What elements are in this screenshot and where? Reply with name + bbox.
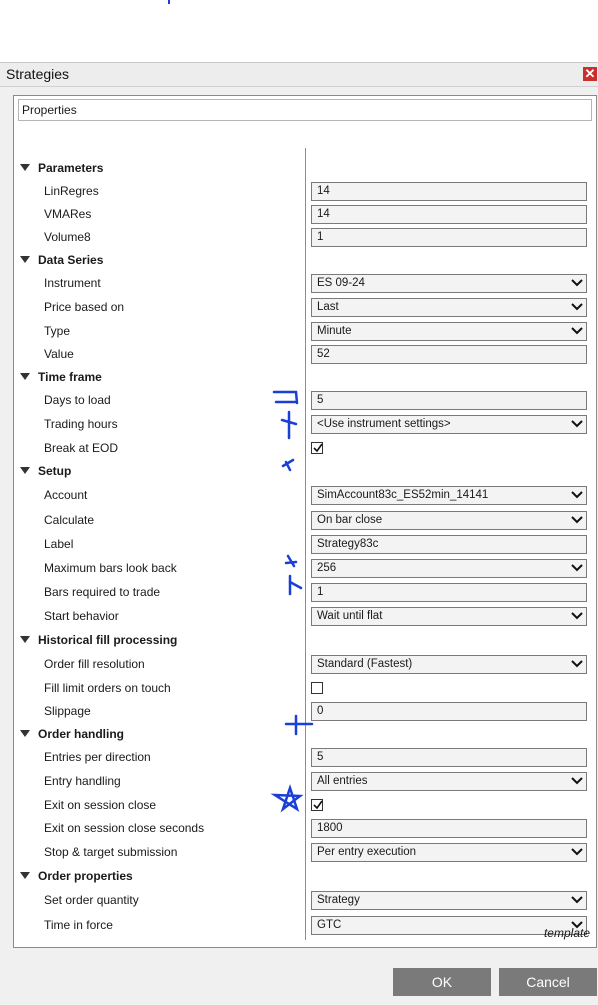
property-label: Exit on session close (44, 798, 157, 812)
pen-dot-mark (168, 0, 170, 4)
properties-header (18, 99, 592, 121)
property-row-slippage (14, 700, 594, 724)
ok-button[interactable]: OK (393, 968, 491, 996)
property-label: Fill limit orders on touch (44, 681, 171, 695)
property-label: Break at EOD (44, 441, 119, 455)
property-row-volume8 (14, 226, 594, 250)
exit-on-session-close-checkbox[interactable] (311, 799, 323, 811)
property-label: Calculate (44, 513, 95, 527)
collapse-icon[interactable] (20, 636, 30, 643)
start-behavior-select[interactable] (311, 607, 587, 626)
property-label: VMARes (44, 207, 92, 221)
property-label: Type (44, 324, 71, 338)
title-bar (0, 63, 598, 87)
property-label: Set order quantity (44, 893, 139, 907)
property-row-days-to-load (14, 389, 594, 413)
fill-limit-orders-checkbox[interactable] (311, 682, 323, 694)
calculate-select[interactable] (311, 511, 587, 530)
property-label: Start behavior (44, 609, 119, 623)
property-row-vmares (14, 203, 594, 227)
category-historical-fill[interactable] (14, 631, 584, 651)
category-time-frame[interactable] (14, 368, 584, 388)
checkmark-icon (313, 443, 323, 453)
category-label: Historical fill processing (38, 633, 178, 647)
chevron-down-icon (571, 561, 583, 575)
property-label: Entries per direction (44, 750, 151, 764)
property-row-bars-required (14, 581, 594, 605)
properties-header-label: Properties (22, 103, 77, 117)
property-label: LinRegres (44, 184, 99, 198)
collapse-icon[interactable] (20, 373, 30, 380)
property-row-instrument (14, 272, 594, 296)
cancel-button[interactable]: Cancel (499, 968, 597, 996)
property-row-trading-hours (14, 413, 594, 437)
property-label: Time in force (44, 918, 113, 932)
collapse-icon[interactable] (20, 730, 30, 737)
strategies-window (0, 62, 598, 1005)
chevron-down-icon (571, 657, 583, 671)
category-label: Data Series (38, 253, 104, 267)
property-label: Entry handling (44, 774, 121, 788)
stop-target-submission-select[interactable] (311, 843, 587, 862)
collapse-icon[interactable] (20, 872, 30, 879)
property-label: Exit on session close seconds (44, 821, 205, 835)
price-based-on-select[interactable] (311, 298, 587, 317)
properties-panel (13, 95, 597, 948)
property-row-set-order-quantity (14, 889, 594, 913)
category-setup[interactable] (14, 462, 584, 482)
property-row-break-at-eod (14, 437, 594, 461)
property-row-type (14, 320, 594, 344)
property-row-order-fill-resolution (14, 653, 594, 677)
chevron-down-icon (571, 276, 583, 290)
days-to-load-input[interactable]: 5 (311, 391, 587, 410)
property-label: Account (44, 488, 88, 502)
property-row-price-based-on (14, 296, 594, 320)
property-label: Value (44, 347, 74, 361)
property-row-account (14, 484, 594, 508)
select-value: <Use instrument settings> (317, 418, 451, 430)
property-label: Stop & target submission (44, 845, 178, 859)
linregres-input[interactable]: 14 (311, 182, 587, 201)
slippage-input[interactable]: 0 (311, 702, 587, 721)
close-icon[interactable]: ✕ (584, 66, 596, 81)
type-select[interactable] (311, 322, 587, 341)
select-value: SimAccount83c_ES52min_14141 (317, 489, 489, 501)
chevron-down-icon (571, 300, 583, 314)
label-input[interactable]: Strategy83c (311, 535, 587, 554)
break-at-eod-checkbox[interactable] (311, 442, 323, 454)
category-order-handling[interactable] (14, 725, 584, 745)
max-bars-look-back-select[interactable] (311, 559, 587, 578)
property-label: Volume8 (44, 230, 91, 244)
property-label: Slippage (44, 704, 91, 718)
instrument-select[interactable] (311, 274, 587, 293)
collapse-icon[interactable] (20, 467, 30, 474)
exit-seconds-input[interactable]: 1800 (311, 819, 587, 838)
template-link[interactable]: template (543, 926, 590, 940)
property-row-linregres (14, 180, 594, 204)
property-row-time-in-force (14, 914, 594, 938)
category-label: Time frame (38, 370, 102, 384)
chevron-down-icon (571, 774, 583, 788)
checkmark-icon (313, 800, 323, 810)
select-value: On bar close (317, 514, 383, 526)
select-value: ES 09-24 (317, 277, 365, 289)
collapse-icon[interactable] (20, 164, 30, 171)
property-label: Instrument (44, 276, 101, 290)
property-label: Maximum bars look back (44, 561, 177, 575)
chevron-down-icon (571, 609, 583, 623)
property-label: Price based on (44, 300, 125, 314)
property-row-stop-target-submission (14, 841, 594, 865)
property-row-exit-seconds (14, 817, 594, 841)
property-row-entry-handling (14, 770, 594, 794)
select-value: All entries (317, 775, 368, 787)
vmares-input[interactable]: 14 (311, 205, 587, 224)
property-row-value (14, 343, 594, 367)
volume8-input[interactable]: 1 (311, 228, 587, 247)
property-row-label (14, 533, 594, 557)
category-order-properties[interactable] (14, 867, 584, 887)
category-label: Setup (38, 464, 72, 478)
chevron-down-icon (571, 417, 583, 431)
trading-hours-select[interactable] (311, 415, 587, 434)
account-select[interactable] (311, 486, 587, 505)
property-row-entries-per-direction (14, 746, 594, 770)
property-row-fill-limit-orders (14, 677, 594, 701)
set-order-quantity-select[interactable] (311, 891, 587, 910)
property-label: Order fill resolution (44, 657, 145, 671)
select-value: Wait until flat (317, 610, 383, 622)
property-label: Trading hours (44, 417, 118, 431)
window-title: Strategies (6, 66, 70, 82)
bars-required-input[interactable]: 1 (311, 583, 587, 602)
select-value: Strategy (317, 894, 360, 906)
property-row-max-bars-look-back (14, 557, 594, 581)
collapse-icon[interactable] (20, 256, 30, 263)
property-label: Days to load (44, 393, 111, 407)
chevron-down-icon (571, 488, 583, 502)
category-label: Order properties (38, 869, 133, 883)
category-data-series[interactable] (14, 251, 584, 271)
chevron-down-icon (571, 324, 583, 338)
select-value: Per entry execution (317, 846, 417, 858)
chevron-down-icon (571, 845, 583, 859)
property-row-calculate (14, 509, 594, 533)
entry-handling-select[interactable] (311, 772, 587, 791)
category-parameters[interactable] (14, 159, 584, 179)
select-value: Minute (317, 325, 352, 337)
property-label: Bars required to trade (44, 585, 161, 599)
property-label: Label (44, 537, 74, 551)
select-value: Standard (Fastest) (317, 658, 413, 670)
value-input[interactable]: 52 (311, 345, 587, 364)
select-value: GTC (317, 919, 342, 931)
select-value: Last (317, 301, 339, 313)
property-row-start-behavior (14, 605, 594, 629)
chevron-down-icon (571, 893, 583, 907)
category-label: Order handling (38, 727, 125, 741)
order-fill-resolution-select[interactable] (311, 655, 587, 674)
category-label: Parameters (38, 161, 104, 175)
chevron-down-icon (571, 513, 583, 527)
property-row-exit-on-session-close (14, 794, 594, 818)
select-value: 256 (317, 562, 337, 574)
entries-per-direction-input[interactable]: 5 (311, 748, 587, 767)
